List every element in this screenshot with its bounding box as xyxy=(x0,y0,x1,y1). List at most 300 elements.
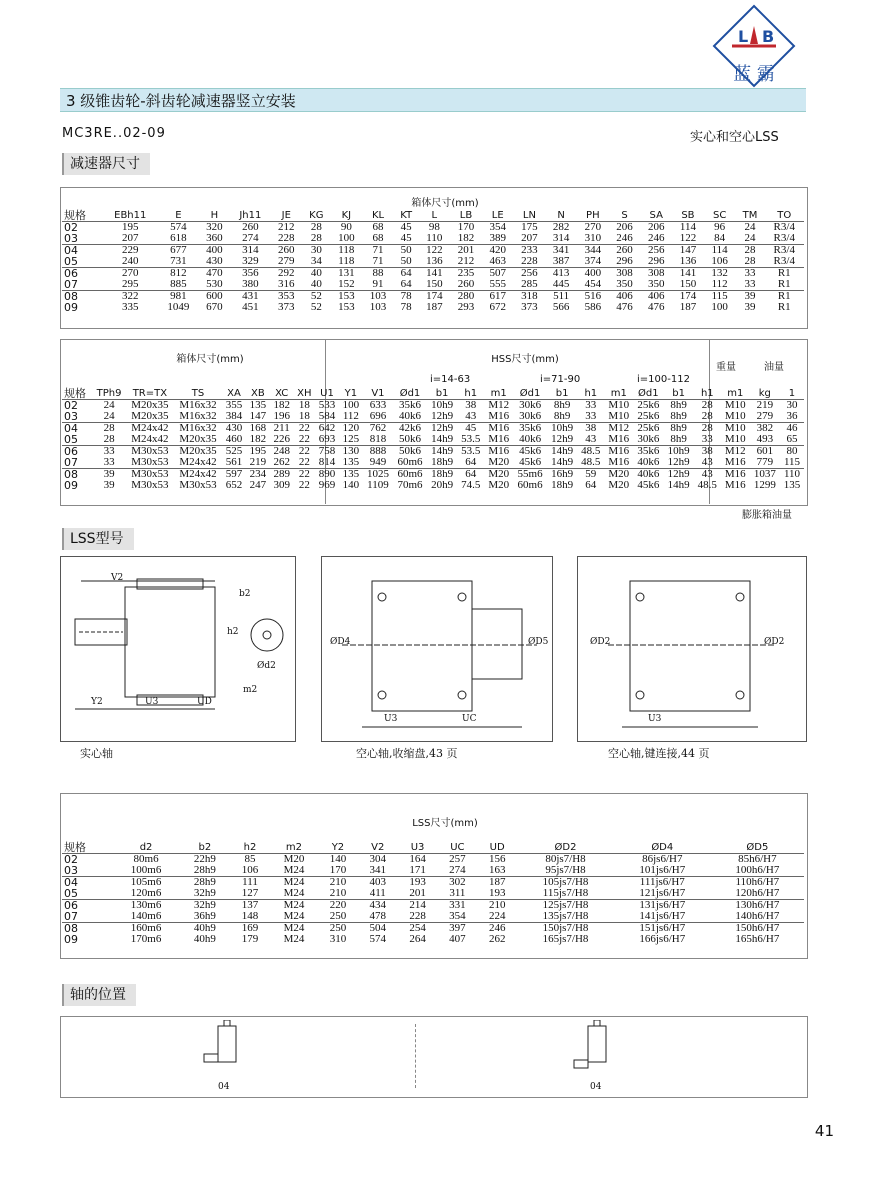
table-cell: 476 xyxy=(616,301,633,313)
table-cell: 22 xyxy=(298,468,310,480)
table-cell: 196 xyxy=(273,410,290,422)
table-cell: 818 xyxy=(369,433,387,445)
column-header: S xyxy=(621,210,628,221)
table-cell: 292 xyxy=(278,267,295,279)
table-cell: M30x53 xyxy=(131,479,169,491)
table-cell: 14h9 xyxy=(551,445,574,457)
table-cell: 30k6 xyxy=(519,410,542,422)
table-cell: 335 xyxy=(122,301,139,313)
table-cell: 507 xyxy=(489,267,506,279)
table-cell: 182 xyxy=(249,433,267,445)
table-cell: 12h9 xyxy=(431,422,454,434)
table-cell: M20 xyxy=(608,468,630,480)
table-cell: 179 xyxy=(241,933,259,945)
table-cell: 525 xyxy=(225,445,243,457)
table-cell: 28 xyxy=(310,232,322,244)
column-header: Ød1 xyxy=(519,388,541,399)
row-size: 06 xyxy=(64,267,78,280)
column-header: U1 xyxy=(320,388,334,399)
table-cell: 407 xyxy=(449,933,466,945)
table-cell: M30x53 xyxy=(131,445,169,457)
table-cell: 20h9 xyxy=(431,479,454,491)
column-header: b1 xyxy=(672,388,685,399)
table-cell: 125 xyxy=(342,433,360,445)
table-cell: 80 xyxy=(786,445,798,457)
table-cell: 885 xyxy=(170,278,187,290)
table-cell: 206 xyxy=(647,221,665,233)
table-cell: 114 xyxy=(711,244,728,256)
table-cell: 24 xyxy=(103,410,115,422)
table-cell: 100 xyxy=(338,232,355,244)
table-cell: 60m6 xyxy=(397,456,423,468)
page-number: 41 xyxy=(814,1122,834,1140)
table-cell: 617 xyxy=(489,290,506,302)
table-cell: 350 xyxy=(616,278,633,290)
table-cell: 511 xyxy=(553,290,570,302)
label-d5: ØD5 xyxy=(528,637,549,647)
table-cell: 1109 xyxy=(367,479,389,491)
table-cell: 33 xyxy=(103,456,115,468)
table-cell: 400 xyxy=(584,267,602,279)
table-cell: 814 xyxy=(318,456,336,468)
table-cell: 38 xyxy=(465,399,477,411)
table-cell: 169 xyxy=(241,922,259,934)
table-cell: 45k6 xyxy=(637,479,660,491)
label-h2: h2 xyxy=(227,627,239,637)
column-header: EBh11 xyxy=(114,210,147,221)
table-cell: 779 xyxy=(756,456,774,468)
table-cell: 374 xyxy=(584,255,602,267)
table-cell: 28 xyxy=(103,433,115,445)
table-cell: 175 xyxy=(521,221,538,233)
table-cell: 118 xyxy=(338,244,355,256)
table-cell: 270 xyxy=(122,267,139,279)
table-cell: 207 xyxy=(122,232,139,244)
table-cell: 201 xyxy=(457,244,475,256)
table-cell: 130 xyxy=(342,445,360,457)
label-u3b: U3 xyxy=(384,714,398,724)
model-code: MC3RE..02-09 xyxy=(62,126,166,141)
table-cell: 430 xyxy=(225,422,243,434)
table-cell: 48.5 xyxy=(697,479,717,491)
table-cell: 71 xyxy=(372,255,384,267)
table-cell: 103 xyxy=(369,301,387,313)
column-header: kg xyxy=(758,388,771,399)
column-header: LN xyxy=(522,210,536,221)
table-cell: 135 xyxy=(783,479,801,491)
table-cell: M10 xyxy=(724,410,746,422)
row-size: 05 xyxy=(64,887,78,900)
row-size: 06 xyxy=(64,445,78,458)
table-cell: 140 xyxy=(342,479,360,491)
table-cell: 206 xyxy=(616,221,633,233)
table-cell: 12h9 xyxy=(551,433,574,445)
table-cell: 150 xyxy=(426,278,443,290)
table-cell: 32h9 xyxy=(193,899,216,911)
table-row xyxy=(62,279,804,291)
table-cell: 182 xyxy=(273,399,290,411)
column-header: m2 xyxy=(285,842,303,853)
table-cell: 40h9 xyxy=(193,933,216,945)
table-cell: 516 xyxy=(584,290,602,302)
table-cell: 100 xyxy=(342,399,360,411)
table-cell: M24 xyxy=(283,899,305,911)
table-cell: 100 xyxy=(711,301,728,313)
table-cell: M16 xyxy=(724,456,746,468)
table-cell: M24x42 xyxy=(179,468,217,480)
table-cell: M12 xyxy=(488,399,510,411)
column-header: TS xyxy=(191,388,205,399)
column-header: TM xyxy=(742,210,758,221)
table-cell: 101js6/H7 xyxy=(639,864,686,876)
table-cell: 228 xyxy=(409,910,426,922)
table-cell: 14h9 xyxy=(551,456,574,468)
table-cell: 110h6/H7 xyxy=(735,876,780,888)
table-cell: 504 xyxy=(369,922,386,934)
table-cell: M20 xyxy=(608,479,630,491)
table-cell: 314 xyxy=(552,232,570,244)
table-cell: 38 xyxy=(701,445,713,457)
table-cell: R3/4 xyxy=(773,221,795,233)
column-header: ØD5 xyxy=(746,842,769,853)
table-cell: 260 xyxy=(242,221,259,233)
table-cell: 12h9 xyxy=(667,456,690,468)
table-cell: 160m6 xyxy=(130,922,162,934)
table-cell: M10 xyxy=(724,399,746,411)
row-size: 07 xyxy=(64,456,78,469)
table-cell: M24 xyxy=(283,910,305,922)
table-cell: 22h9 xyxy=(193,853,216,865)
table2-hss-header: HSS尺寸(mm) xyxy=(491,354,559,365)
table-cell: 382 xyxy=(756,422,774,434)
table-cell: 302 xyxy=(449,876,466,888)
table-cell: 279 xyxy=(278,255,295,267)
table-row xyxy=(62,934,804,945)
table-cell: 68 xyxy=(372,221,384,233)
table-cell: M24x42 xyxy=(131,422,169,434)
table-row xyxy=(62,233,804,245)
table-cell: 38 xyxy=(585,422,597,434)
table-cell: 52 xyxy=(310,301,322,313)
table-cell: 311 xyxy=(449,887,466,899)
table-cell: 40k6 xyxy=(637,456,660,468)
table-cell: 314 xyxy=(242,244,259,256)
row-size: 02 xyxy=(64,221,78,234)
table-cell: 112 xyxy=(342,410,359,422)
table-cell: 318 xyxy=(521,290,538,302)
table-cell: 33 xyxy=(744,267,756,279)
table-cell: M20x35 xyxy=(131,399,169,411)
table-cell: 212 xyxy=(278,221,295,233)
table-cell: 28 xyxy=(701,399,713,411)
table-cell: 8h9 xyxy=(553,410,571,422)
label-uc: UC xyxy=(462,714,477,724)
table-cell: 40k6 xyxy=(399,410,421,422)
table-cell: M10 xyxy=(608,410,630,422)
label-m2: m2 xyxy=(243,685,258,695)
table-cell: M20 xyxy=(488,479,510,491)
table-cell: R1 xyxy=(777,290,791,302)
table-cell: 295 xyxy=(122,278,139,290)
table-cell: 39 xyxy=(103,479,115,491)
table-cell: R1 xyxy=(777,267,791,279)
table-cell: 28h9 xyxy=(193,876,216,888)
table-cell: 53.5 xyxy=(461,445,481,457)
table-cell: 45 xyxy=(400,221,412,233)
table-cell: 566 xyxy=(552,301,570,313)
column-header: V1 xyxy=(371,388,385,399)
column-header: m1 xyxy=(610,388,627,399)
table-cell: 71 xyxy=(372,244,384,256)
table-cell: 50 xyxy=(400,255,412,267)
table-cell: 35k6 xyxy=(637,445,660,457)
table-cell: 22 xyxy=(298,445,310,457)
table2-oil: 油量 xyxy=(764,362,784,373)
column-header: XH xyxy=(297,388,312,399)
table-cell: 120 xyxy=(342,422,360,434)
table-cell: 219 xyxy=(756,399,774,411)
table-cell: 121js6/H7 xyxy=(639,887,686,899)
table-cell: 136 xyxy=(426,255,443,267)
table-cell: 86js6/H7 xyxy=(642,853,683,865)
table-cell: 135 xyxy=(342,468,360,480)
table-cell: 260 xyxy=(457,278,475,290)
row-size: 05 xyxy=(64,255,78,268)
table-cell: 586 xyxy=(584,301,602,313)
table-cell: 14h9 xyxy=(431,445,454,457)
table-cell: 530 xyxy=(206,278,223,290)
table-cell: 32h9 xyxy=(193,887,216,899)
table-cell: 354 xyxy=(449,910,466,922)
table-cell: 148 xyxy=(241,910,259,922)
table-row xyxy=(62,923,804,935)
table-cell: 135 xyxy=(342,456,360,468)
caption-hollow-shrink: 空心轴,收缩盘,43 页 xyxy=(356,747,458,760)
row-label-header: 规格 xyxy=(64,841,86,854)
table-cell: 106 xyxy=(711,255,728,267)
table-cell: R3/4 xyxy=(773,232,795,244)
table-cell: 24 xyxy=(744,221,756,233)
label-b2: b2 xyxy=(239,589,251,599)
column-header: h1 xyxy=(464,388,478,399)
table-cell: 618 xyxy=(170,232,187,244)
table-cell: 91 xyxy=(372,278,384,290)
oil-note: 膨胀箱油量 xyxy=(742,510,792,521)
table-cell: 50k6 xyxy=(399,445,421,457)
table-cell: M16 xyxy=(608,445,630,457)
caption-hollow-key: 空心轴,键连接,44 页 xyxy=(608,747,710,760)
table-cell: M16 xyxy=(608,456,630,468)
table-cell: 601 xyxy=(756,445,774,457)
table-cell: M24x42 xyxy=(131,433,169,445)
table-cell: 33 xyxy=(103,445,115,457)
table-cell: 64 xyxy=(465,468,477,480)
column-header: SC xyxy=(712,210,727,221)
table-cell: 111 xyxy=(242,876,258,888)
hollow-key-drawing-icon xyxy=(578,557,806,741)
table-cell: 331 xyxy=(449,899,466,911)
gearbox-position-right-icon xyxy=(570,1020,620,1082)
gearbox-position-left-icon xyxy=(200,1020,250,1082)
table-cell: 50k6 xyxy=(399,433,421,445)
table-cell: 150 xyxy=(679,278,697,290)
column-header: LE xyxy=(491,210,504,221)
table-cell: 246 xyxy=(488,922,506,934)
table-cell: 341 xyxy=(369,864,386,876)
table-cell: 387 xyxy=(552,255,570,267)
table-cell: 111js6/H7 xyxy=(639,876,685,888)
table-cell: 214 xyxy=(409,899,426,911)
table-cell: 187 xyxy=(679,301,697,313)
page-title: 3 级锥齿轮-斜齿轮减速器竖立安装 xyxy=(60,88,806,112)
table-cell: 354 xyxy=(489,221,506,233)
table-cell: 55m6 xyxy=(517,468,543,480)
table-cell: 8h9 xyxy=(553,399,571,411)
column-header: H xyxy=(210,210,219,221)
label-v2: V2 xyxy=(111,573,124,583)
table-cell: 110 xyxy=(783,468,801,480)
table-cell: 451 xyxy=(242,301,259,313)
table-cell: 310 xyxy=(584,232,602,244)
table-cell: 174 xyxy=(679,290,697,302)
table-cell: M16 xyxy=(724,479,746,491)
table-cell: 43 xyxy=(585,433,597,445)
table-cell: 555 xyxy=(489,278,506,290)
table-cell: M16 xyxy=(488,410,510,422)
table-cell: 397 xyxy=(449,922,466,934)
table-cell: 140h6/H7 xyxy=(735,910,780,922)
table-cell: 103 xyxy=(369,290,387,302)
svg-text:L: L xyxy=(738,27,749,46)
table-cell: M20 xyxy=(488,468,510,480)
table-row xyxy=(62,302,804,313)
table-cell: 30k6 xyxy=(519,399,542,411)
table-cell: 18h9 xyxy=(551,479,574,491)
table-cell: 193 xyxy=(409,876,426,888)
table-cell: M20 xyxy=(488,456,510,468)
table-cell: M20x35 xyxy=(179,445,217,457)
table-cell: 220 xyxy=(329,899,347,911)
table-cell: M12 xyxy=(608,422,630,434)
column-header: h1 xyxy=(700,388,714,399)
table-cell: M24 xyxy=(283,922,305,934)
table-cell: 68 xyxy=(372,232,384,244)
table-cell: 1299 xyxy=(753,479,776,491)
table-cell: 165h6/H7 xyxy=(735,933,780,945)
table-cell: 18 xyxy=(298,399,310,411)
table-cell: M16 xyxy=(724,468,746,480)
table-cell: 18h9 xyxy=(431,456,454,468)
table-cell: 380 xyxy=(242,278,259,290)
table-cell: 152 xyxy=(338,278,355,290)
table-cell: 22 xyxy=(298,479,310,491)
table-cell: 8h9 xyxy=(670,399,687,411)
table-cell: 65 xyxy=(786,433,798,445)
table-cell: M16 xyxy=(488,445,510,457)
table-cell: 105m6 xyxy=(130,876,162,888)
table-cell: 600 xyxy=(206,290,223,302)
table-cell: 309 xyxy=(273,479,290,491)
table-cell: M20 xyxy=(283,853,305,865)
column-header: ØD4 xyxy=(651,842,674,853)
table-cell: M30x53 xyxy=(179,479,217,491)
row-size: 07 xyxy=(64,910,78,923)
table-cell: 166js6/H7 xyxy=(639,933,686,945)
table-cell: M20x35 xyxy=(179,433,217,445)
column-header: b2 xyxy=(198,842,212,853)
table-cell: 12h9 xyxy=(667,468,690,480)
table-row xyxy=(62,865,804,877)
table-cell: 16h9 xyxy=(551,468,574,480)
table-cell: 250 xyxy=(329,922,347,934)
table-cell: 280 xyxy=(457,290,475,302)
table-cell: 115 xyxy=(783,456,801,468)
label-u3: U3 xyxy=(145,697,159,707)
table-cell: 43 xyxy=(701,468,713,480)
table-cell: 356 xyxy=(242,267,259,279)
table-cell: 153 xyxy=(338,301,355,313)
table-cell: 420 xyxy=(489,244,506,256)
table-cell: 98 xyxy=(428,221,440,233)
table-row xyxy=(62,434,804,446)
column-header: JE xyxy=(281,210,291,221)
label-ud: UD xyxy=(197,697,212,707)
table-cell: M16x32 xyxy=(179,422,217,434)
table-cell: 30 xyxy=(786,399,798,411)
table-cell: 246 xyxy=(647,232,665,244)
table-cell: 163 xyxy=(488,864,506,876)
table-cell: M16 xyxy=(608,433,630,445)
table-cell: 533 xyxy=(318,399,336,411)
table-cell: 211 xyxy=(273,422,290,434)
column-header: 1 xyxy=(788,388,796,399)
row-size: 09 xyxy=(64,301,78,314)
table-cell: 35k6 xyxy=(519,422,542,434)
table-cell: 235 xyxy=(457,267,475,279)
row-size: 08 xyxy=(64,290,78,303)
table-cell: M16x32 xyxy=(179,399,217,411)
table-cell: 170 xyxy=(329,864,347,876)
table-cell: 137 xyxy=(241,899,259,911)
table-cell: 254 xyxy=(409,922,426,934)
table-cell: 470 xyxy=(206,267,223,279)
column-header: b1 xyxy=(435,388,449,399)
table-cell: 400 xyxy=(206,244,223,256)
ratio-1: i=14-63 xyxy=(430,374,471,385)
lss-type-label: 实心和空心LSS xyxy=(690,130,779,145)
table-cell: 64 xyxy=(400,278,412,290)
table-cell: 195 xyxy=(249,445,267,457)
table-cell: 696 xyxy=(369,410,387,422)
table-cell: 140 xyxy=(329,853,347,865)
table-cell: 210 xyxy=(329,876,347,888)
table-cell: 28 xyxy=(701,422,713,434)
table-cell: 22 xyxy=(298,422,310,434)
table-cell: 120h6/H7 xyxy=(735,887,780,899)
table-cell: 132 xyxy=(711,267,728,279)
label-d2-right: ØD2 xyxy=(764,637,785,647)
table2 xyxy=(62,388,804,491)
table-cell: 316 xyxy=(278,278,295,290)
column-header: LB xyxy=(459,210,473,221)
table-cell: 248 xyxy=(273,445,290,457)
table-cell: 131 xyxy=(338,267,355,279)
table-cell: 406 xyxy=(616,290,633,302)
column-header: PH xyxy=(586,210,600,221)
table-row xyxy=(62,854,804,866)
table-cell: 226 xyxy=(273,433,290,445)
table-cell: 454 xyxy=(584,278,602,290)
